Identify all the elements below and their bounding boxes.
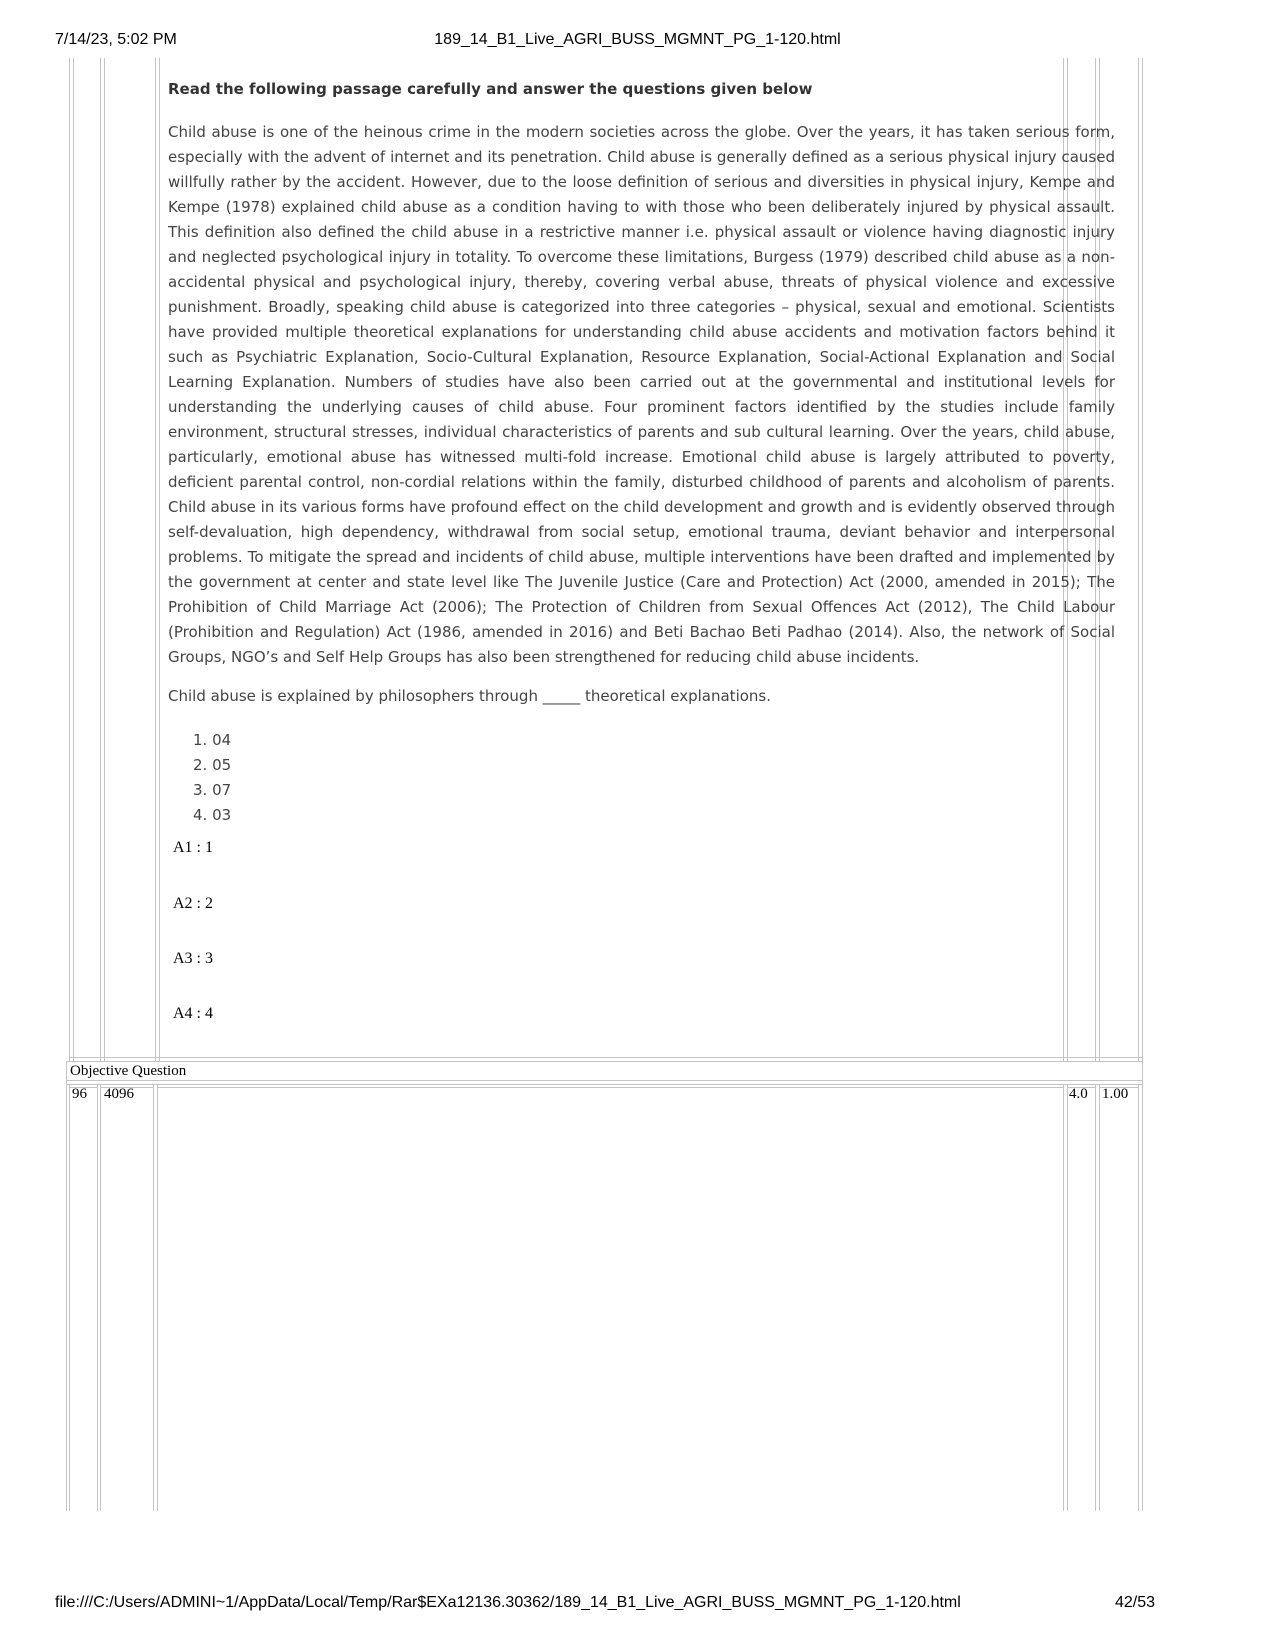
- option-item: 1. 04: [193, 731, 232, 749]
- question-id: 4096: [104, 1086, 134, 1102]
- passage-instruction: Read the following passage carefully and answer the questions given below: [168, 80, 813, 98]
- page-number: 42/53: [1114, 1594, 1155, 1611]
- negative-marks: 1.00: [1102, 1086, 1129, 1102]
- option-item: 3. 07: [193, 781, 232, 799]
- answer-key-a1: A1 : 1: [173, 839, 213, 856]
- question-serial: 96: [72, 1086, 87, 1102]
- section-label: Objective Question: [70, 1063, 187, 1079]
- answer-key-a4: A4 : 4: [173, 1005, 213, 1022]
- option-item: 2. 05: [193, 756, 232, 774]
- answer-key-a2: A2 : 2: [173, 895, 213, 912]
- passage-text: Child abuse is one of the heinous crime in the modern societies across the globe. Over the years, it has taken serious form, especially with the advent of internet and its penetration. Child abuse is generally defined as a serious physical injury caused willfully rather by the accident. However, due to the loose definition of serious and diversities in physical injury, Kempe and Kempe (1978) explained child abuse as a condition having to with those who been deliberately injured by physical assault. This definition also defined the child abuse in a restrictive manner i.e. physical assault or violence having diagnostic injury and neglected psychological injury in totality. To overcome these limitations, Burgess (1979) described child abuse as a non-accidental physical and psychological injury, thereby, covering verbal abuse, threats of physical violence and excessive punishment. Broadly, speaking child abuse is categorized into three categories – physical, sexual and emotional. Scientists have provided multiple theoretical explanations for understanding child abuse accidents and motivation factors behind it such as Psychiatric Explanation, Socio-Cultural Explanation, Resource Explanation, Social-Actional Explanation and Social Learning Explanation. Numbers of studies have also been carried out at the governmental and institutional levels for understanding the underlying causes of child abuse. Four prominent factors identified by the studies include family environment, structural stresses, individual characteristics of parents and sub cultural learning. Over the years, child abuse, particularly, emotional abuse has witnessed multi-fold increase. Emotional child abuse is largely attributed to poverty, deficient parental control, non-cordial relations within the family, disturbed childhood of parents and alcoholism of parents. Child abuse in its various forms have profound effect on the child development and growth and is evidently observed through self-devaluation, high dependency, withdrawal from social setup, emotional trauma, deviant behavior and interpersonal problems. To mitigate the spread and incidents of child abuse, multiple interventions have been drafted and implemented by the government at center and state level like The Juvenile Justice (Care and Protection) Act (2000, amended in 2015); The Prohibition of Child Marriage Act (2006); The Protection of Children from Sexual Offences Act (2012), The Child Labour (Prohibition and Regulation) Act (1986, amended in 2016) and Beti Bachao Beti Padhao (2014). Also, the network of Social Groups, NGO’s and Self Help Groups has also been strengthened for reducing child abuse incidents.: [168, 123, 1115, 666]
- answer-key-a3: A3 : 3: [173, 950, 213, 967]
- file-path: file:///C:/Users/ADMINI~1/AppData/Local/Temp/Rar$EXa12136.30362/189_14_B1_Live_AGRI_BUSS_MGMNT_PG_1-120.html: [55, 1594, 961, 1611]
- question-marks: 4.0: [1069, 1086, 1088, 1102]
- question-text: Child abuse is explained by philosophers through _____ theoretical explanations.: [168, 687, 772, 705]
- document-title: 189_14_B1_Live_AGRI_BUSS_MGMNT_PG_1-120.html: [434, 31, 841, 48]
- print-datetime: 7/14/23, 5:02 PM: [55, 31, 177, 48]
- option-list: [193, 728, 231, 828]
- option-item: 4. 03: [193, 806, 232, 824]
